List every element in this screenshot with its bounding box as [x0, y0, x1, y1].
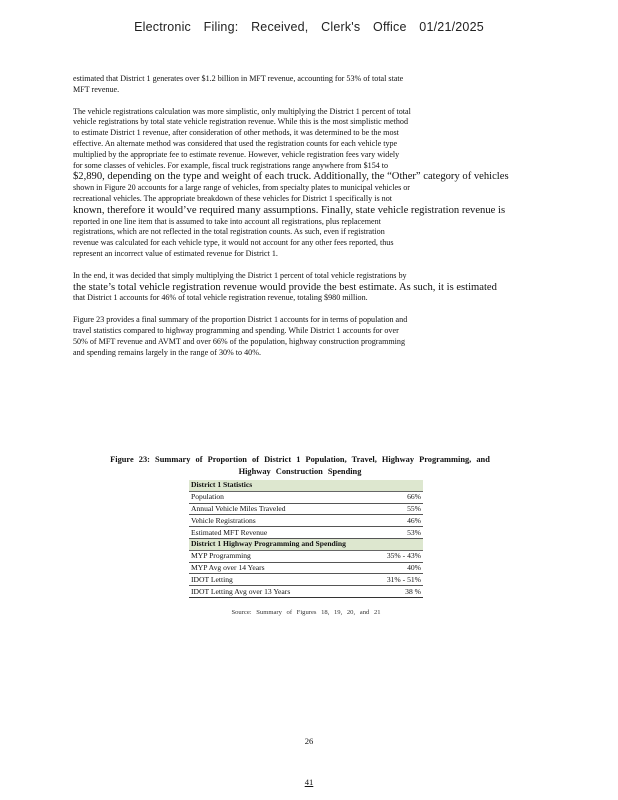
text-line: multiplied by the appropriate fee to estimate revenue. However, vehicle registration fees vary widely	[73, 149, 400, 159]
text-line: In the end, it was decided that simply multiplying the District 1 percent of total vehicle registrations by	[73, 270, 407, 280]
summary-table	[189, 480, 423, 598]
table-row	[189, 574, 423, 586]
paragraph-conclusion	[73, 271, 533, 304]
document-page-number: 41	[304, 777, 314, 787]
row-label: IDOT Letting Avg over 13 Years	[189, 586, 360, 598]
text-line: estimated that District 1 generates over $1.2 billion in MFT revenue, accounting for 53% of total state	[73, 74, 404, 83]
page-number: 26	[304, 736, 314, 746]
section-heading: District 1 Highway Programming and Spending	[189, 538, 423, 550]
row-value: 66%	[360, 491, 423, 503]
paragraph-vehicle-registrations	[73, 107, 533, 260]
row-label: IDOT Letting	[189, 574, 360, 586]
text-line: effective. An alternate method was considered that used the registration counts for each vehicle type	[73, 138, 398, 148]
table-section-header	[189, 480, 423, 491]
text-line: the state’s total vehicle registration revenue would provide the best estimate. As such, it is estimated	[73, 281, 497, 293]
text-line: vehicle registrations by total state vehicle registration revenue. While this is the most simplistic method	[73, 117, 408, 127]
row-value: 35% - 43%	[360, 550, 423, 562]
row-label: Population	[189, 491, 360, 503]
text-line: and spending remains largely in the range of 30% to 40%.	[73, 347, 261, 357]
text-line: reported in one line item that is assumed to take into account all registrations, plus replacement	[73, 216, 381, 226]
row-label: MYP Programming	[189, 550, 360, 562]
text-line: known, therefore it would’ve required many assumptions. Finally, state vehicle registration revenue is	[73, 204, 506, 216]
figure-title-line: Figure 23: Summary of Proportion of District 1 Population, Travel, Highway Programming, and	[110, 455, 490, 464]
figure-title-line: Highway Construction Spending	[238, 466, 362, 476]
text-line: to estimate District 1 revenue, after consideration of other methods, it was determined to be the most	[73, 128, 399, 138]
table-section-header	[189, 538, 423, 550]
text-line: 50% of MFT revenue and AVMT and over 66% of the population, highway construction programming	[73, 336, 406, 346]
row-value: 53%	[360, 527, 423, 539]
text-line: The vehicle registrations calculation was more simplistic, only multiplying the District 1 percent of total	[73, 106, 411, 116]
paragraph-figure-summary	[73, 315, 533, 358]
table-row	[189, 491, 423, 503]
row-value: 38 %	[360, 586, 423, 598]
text-line: for some classes of vehicles. For example, fiscal truck registrations range anywhere from $154 to	[73, 160, 389, 170]
row-label: Vehicle Registrations	[189, 515, 360, 527]
text-line: represent an incorrect value of estimated revenue for District 1.	[73, 248, 278, 258]
row-value: 55%	[360, 503, 423, 515]
row-label: Annual Vehicle Miles Traveled	[189, 503, 360, 515]
row-value: 31% - 51%	[360, 574, 423, 586]
table-row	[189, 586, 423, 598]
text-line: MFT revenue.	[73, 84, 120, 94]
row-value: 46%	[360, 515, 423, 527]
table-row	[189, 562, 423, 574]
text-line: that District 1 accounts for 46% of total vehicle registration revenue, totaling $980 million.	[73, 293, 368, 303]
text-line: $2,890, depending on the type and weight of each truck. Additionally, the “Other” category of vehicles	[73, 171, 509, 183]
row-label: Estimated MFT Revenue	[189, 527, 360, 539]
section-heading: District 1 Statistics	[189, 480, 423, 491]
row-value: 40%	[360, 562, 423, 574]
paragraph-mft-revenue	[73, 74, 533, 96]
text-line: recreational vehicles. The appropriate breakdown of these vehicles for District 1 specifically is not	[73, 193, 392, 203]
row-label: MYP Avg over 14 Years	[189, 562, 360, 574]
table-row	[189, 527, 423, 539]
text-line: shown in Figure 20 accounts for a large range of vehicles, from specialty plates to municipal vehicles or	[73, 183, 410, 193]
table-row	[189, 550, 423, 562]
figure-source-note: Source: Summary of Figures 18, 19, 20, and 21	[231, 609, 381, 616]
text-line: registrations, which are not reflected in the total registration counts. As such, even if registration	[73, 227, 385, 237]
text-line: Figure 23 provides a final summary of the proportion District 1 accounts for in terms of population and	[73, 315, 408, 325]
text-line: travel statistics compared to highway programming and spending. While District 1 accounts for over	[73, 325, 399, 335]
table-row	[189, 503, 423, 515]
figure-title	[90, 454, 510, 477]
text-line: revenue was calculated for each vehicle type, it would not account for any other fees reported, thus	[73, 238, 394, 248]
electronic-filing-stamp: Electronic Filing: Received, Clerk's Office 01/21/2025	[134, 20, 484, 34]
table-row	[189, 515, 423, 527]
body-text	[73, 74, 533, 369]
